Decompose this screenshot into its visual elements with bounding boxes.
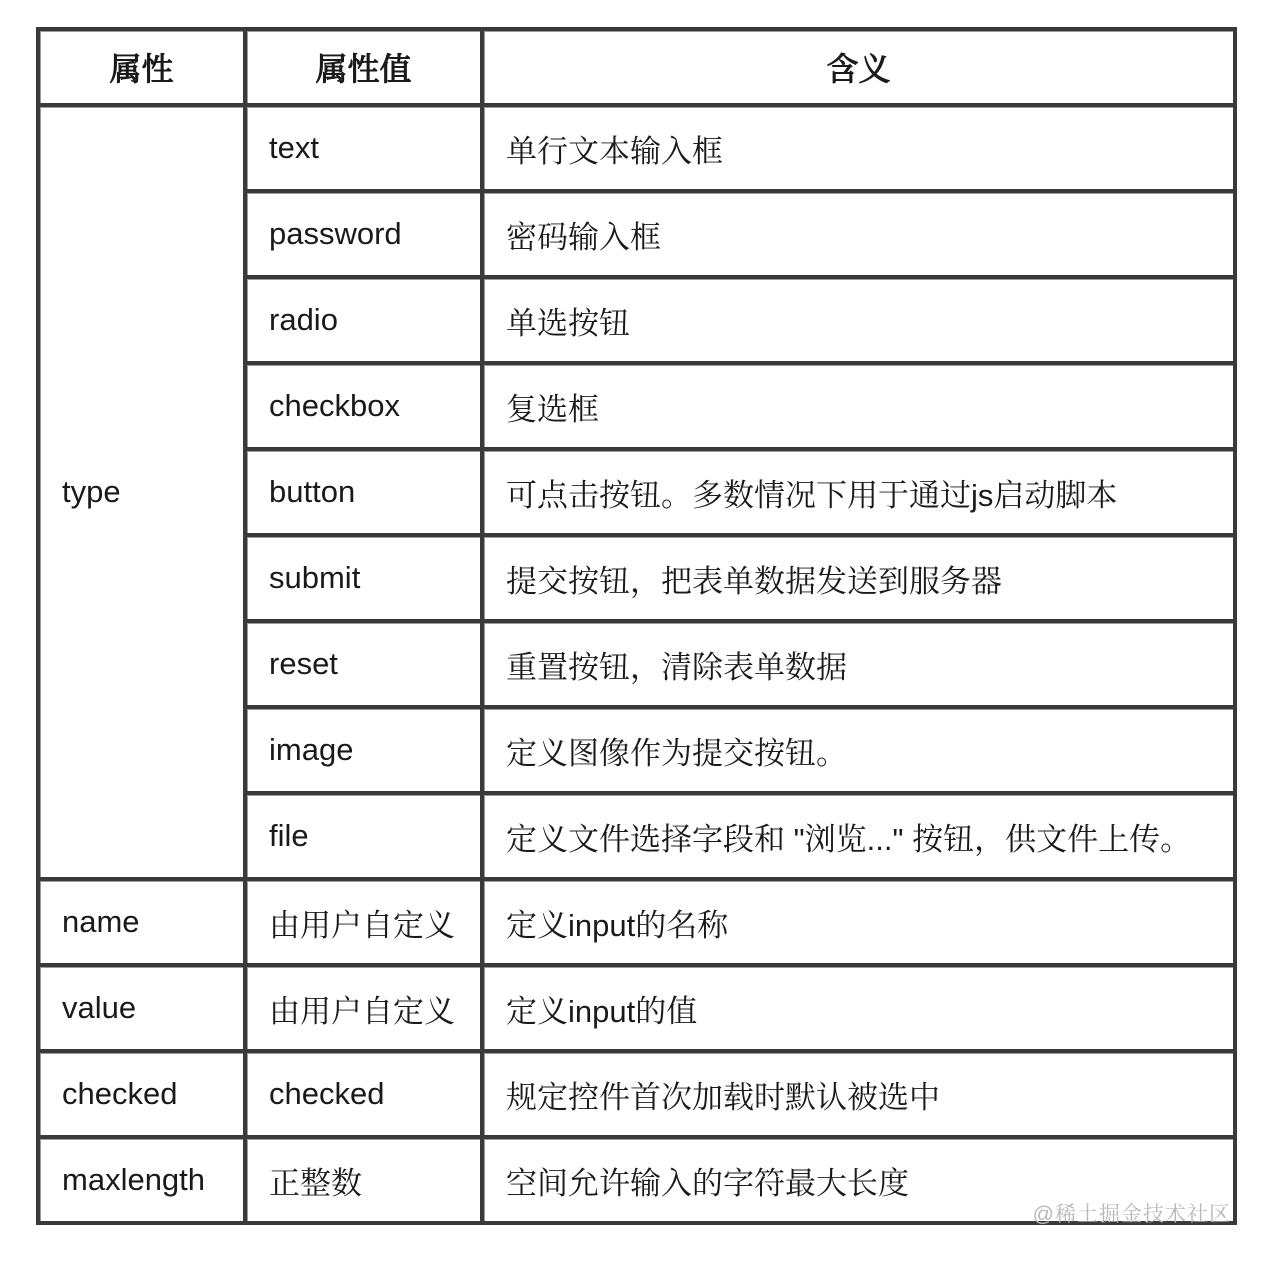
cell-attr-checked: checked — [38, 1051, 245, 1137]
cell-attr-type: type — [38, 105, 245, 879]
header-meaning: 含义 — [482, 29, 1235, 105]
header-value: 属性值 — [245, 29, 482, 105]
cell-value: file — [245, 793, 482, 879]
cell-value: button — [245, 449, 482, 535]
watermark: @稀土掘金技术社区 — [1032, 1203, 1231, 1226]
cell-value: radio — [245, 277, 482, 363]
cell-meaning: 定义图像作为提交按钮。 — [482, 707, 1235, 793]
cell-meaning: 重置按钮，清除表单数据 — [482, 621, 1235, 707]
cell-meaning: 单选按钮 — [482, 277, 1235, 363]
cell-value: submit — [245, 535, 482, 621]
table-row — [38, 105, 1235, 191]
cell-meaning: 复选框 — [482, 363, 1235, 449]
table-row — [38, 965, 1235, 1051]
cell-attr-value: value — [38, 965, 245, 1051]
cell-value: 由用户自定义 — [245, 965, 482, 1051]
table-row — [38, 879, 1235, 965]
cell-attr-maxlength: maxlength — [38, 1137, 245, 1223]
cell-value: text — [245, 105, 482, 191]
cell-meaning: 可点击按钮。多数情况下用于通过js启动脚本 — [482, 449, 1235, 535]
cell-value: 正整数 — [245, 1137, 482, 1223]
cell-meaning: 单行文本输入框 — [482, 105, 1235, 191]
header-attr: 属性 — [38, 29, 245, 105]
cell-value: 由用户自定义 — [245, 879, 482, 965]
cell-meaning: 定义input的名称 — [482, 879, 1235, 965]
cell-value: reset — [245, 621, 482, 707]
cell-meaning: 定义input的值 — [482, 965, 1235, 1051]
cell-attr-name: name — [38, 879, 245, 965]
table-header-row — [38, 29, 1235, 105]
table-row — [38, 1051, 1235, 1137]
cell-meaning: 空间允许输入的字符最大长度 — [482, 1137, 1235, 1223]
cell-value: checked — [245, 1051, 482, 1137]
cell-value: image — [245, 707, 482, 793]
cell-meaning: 定义文件选择字段和 "浏览..." 按钮，供文件上传。 — [482, 793, 1235, 879]
cell-meaning: 规定控件首次加载时默认被选中 — [482, 1051, 1235, 1137]
cell-meaning: 提交按钮，把表单数据发送到服务器 — [482, 535, 1235, 621]
cell-value: password — [245, 191, 482, 277]
cell-value: checkbox — [245, 363, 482, 449]
input-attributes-table — [36, 27, 1237, 1225]
cell-meaning: 密码输入框 — [482, 191, 1235, 277]
